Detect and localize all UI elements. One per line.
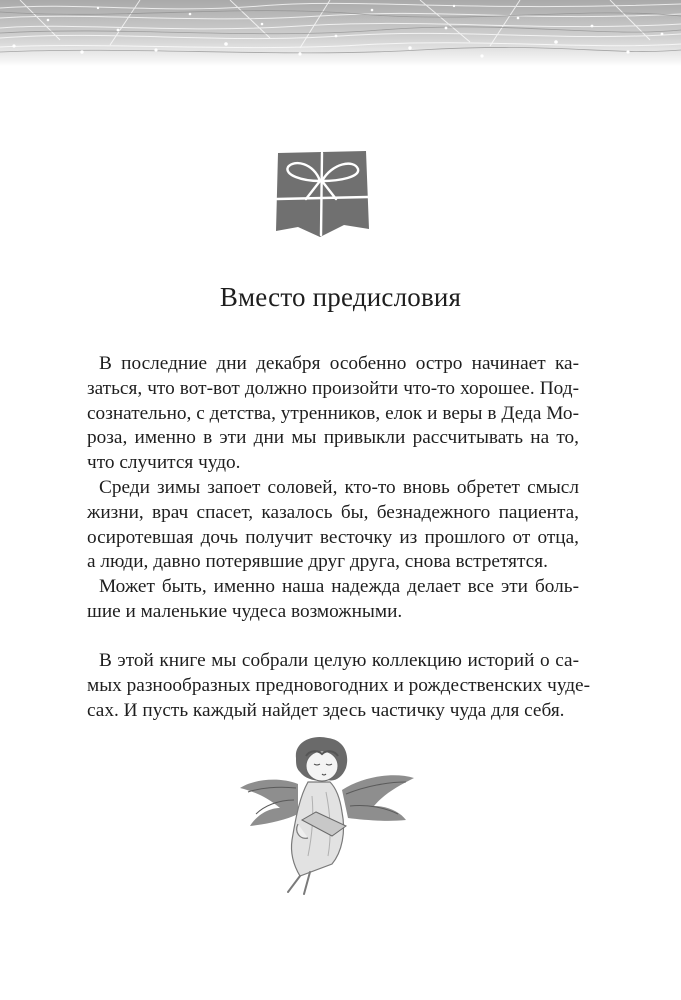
paragraph-1	[87, 352, 579, 476]
text-line: В последние дни декабря особенно остро начинает ка-	[99, 353, 579, 374]
text-line: В этой книге мы собрали целую коллекцию историй о са-	[99, 650, 579, 671]
text-line: сах. И пусть каждый найдет здесь частичку чуда для себя.	[87, 699, 565, 721]
paragraph-2	[87, 476, 579, 575]
gift-box-icon	[274, 151, 370, 237]
paragraph-3	[87, 575, 579, 625]
text-line: сознательно, с детства, утренников, елок и веры в Деда Мо-	[87, 402, 579, 424]
text-line: а люди, давно потерявшие друг друга, снова встретятся.	[87, 551, 548, 573]
snowy-branches-border	[0, 0, 681, 66]
text-line: осиротевшая дочь получит весточку из прошлого от отца,	[87, 526, 579, 548]
text-line: что случится чудо.	[87, 452, 241, 474]
angel-illustration	[238, 736, 416, 896]
text-line: Среди зимы запоет соловей, кто-то вновь обретет смысл	[99, 477, 579, 498]
text-line: роза, именно в эти дни мы привыкли рассчитывать на то,	[87, 427, 579, 449]
text-line: жизни, врач спасет, казалось бы, безнадежного пациента,	[87, 501, 579, 523]
page-title: Вместо предисловия	[219, 282, 462, 312]
text-line: шие и маленькие чудеса возможными.	[87, 600, 403, 622]
paragraph-4	[87, 649, 591, 723]
text-line: мых разнообразных предновогодних и рождественских чуде-	[87, 674, 591, 696]
text-line: Может быть, именно наша надежда делает все эти боль-	[99, 576, 579, 597]
text-line: заться, что вот-вот должно произойти что-то хорошее. Под-	[87, 377, 579, 399]
